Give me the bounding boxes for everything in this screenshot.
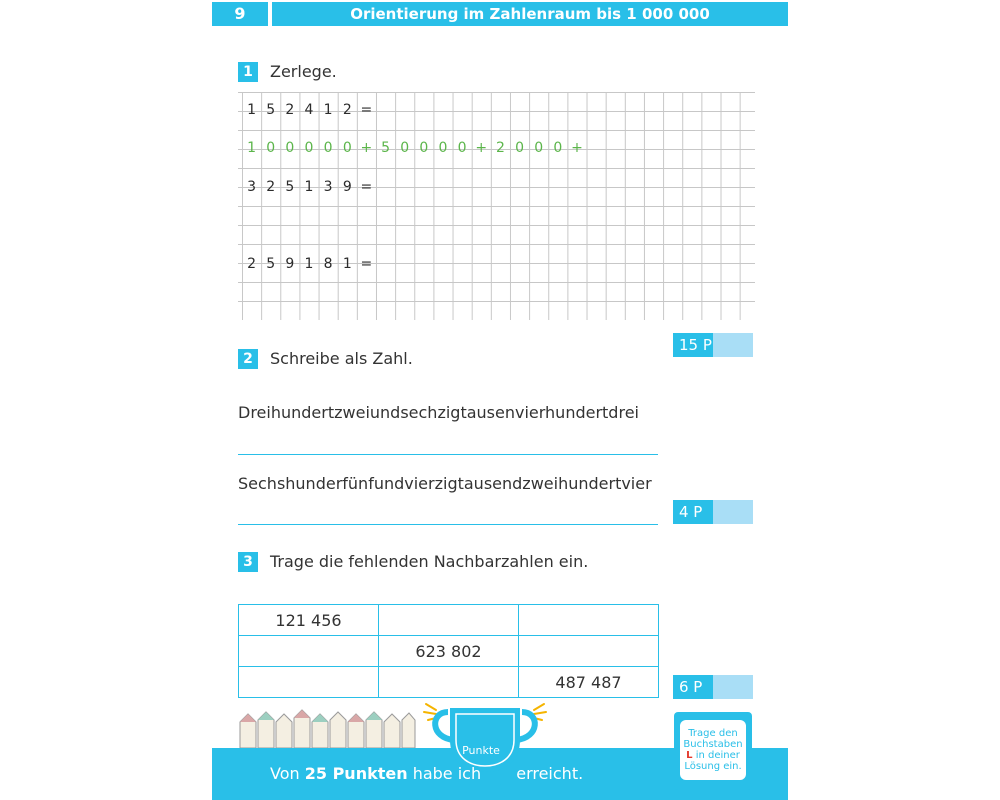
footer-score-text: Von 25 Punkten habe ich erreicht. (270, 764, 584, 783)
grid-row-1: 1 5 2 4 1 2 = (247, 102, 373, 118)
number-word-1: Dreihundertzweiundsechzigtausenvierhundertdrei (238, 403, 639, 422)
task-2-points-label: 4 P (673, 500, 713, 524)
table-cell: 487 487 (519, 667, 659, 698)
table-cell[interactable] (519, 636, 659, 667)
task-1-number: 1 (238, 62, 258, 82)
task-1-points-label: 15 P (673, 333, 713, 357)
grid-row-example: 1 0 0 0 0 0 + 5 0 0 0 0 + 2 0 0 0 + (247, 140, 583, 156)
answer-line-1[interactable] (238, 454, 658, 455)
page-title: Orientierung im Zahlenraum bis 1 000 000 (272, 2, 788, 26)
grid-row-2: 3 2 5 1 3 9 = (247, 179, 373, 195)
table-row (239, 667, 659, 698)
table-cell[interactable] (519, 605, 659, 636)
hint-letter: L (686, 750, 693, 761)
task-3-points (673, 675, 753, 699)
page-number: 9 (212, 2, 268, 26)
hint-text: Trage den Buchstaben L in deiner Lösung ein. (680, 720, 746, 780)
task-2-instruction: Schreibe als Zahl. (270, 349, 413, 368)
task-3-points-label: 6 P (673, 675, 713, 699)
math-grid[interactable] (238, 92, 755, 320)
table-cell: 623 802 (379, 636, 519, 667)
task-2-number: 2 (238, 349, 258, 369)
task-1-instruction: Zerlege. (270, 62, 337, 81)
task-3-number: 3 (238, 552, 258, 572)
table-cell: 121 456 (239, 605, 379, 636)
table-cell[interactable] (239, 667, 379, 698)
number-word-2: Sechshunderfünfundvierzigtausendzweihundertvier (238, 474, 652, 493)
table-cell[interactable] (239, 636, 379, 667)
table-row (239, 605, 659, 636)
task-2-points (673, 500, 753, 524)
neighbor-numbers-table (238, 604, 659, 698)
grid-row-3: 2 5 9 1 8 1 = (247, 256, 373, 272)
table-cell[interactable] (379, 605, 519, 636)
task-3-instruction: Trage die fehlenden Nachbarzahlen ein. (270, 552, 589, 571)
cup-label: Punkte (462, 744, 500, 757)
houses-illustration-icon (238, 708, 416, 748)
task-1-points (673, 333, 753, 357)
table-row (239, 636, 659, 667)
table-cell[interactable] (379, 667, 519, 698)
answer-line-2[interactable] (238, 524, 658, 525)
